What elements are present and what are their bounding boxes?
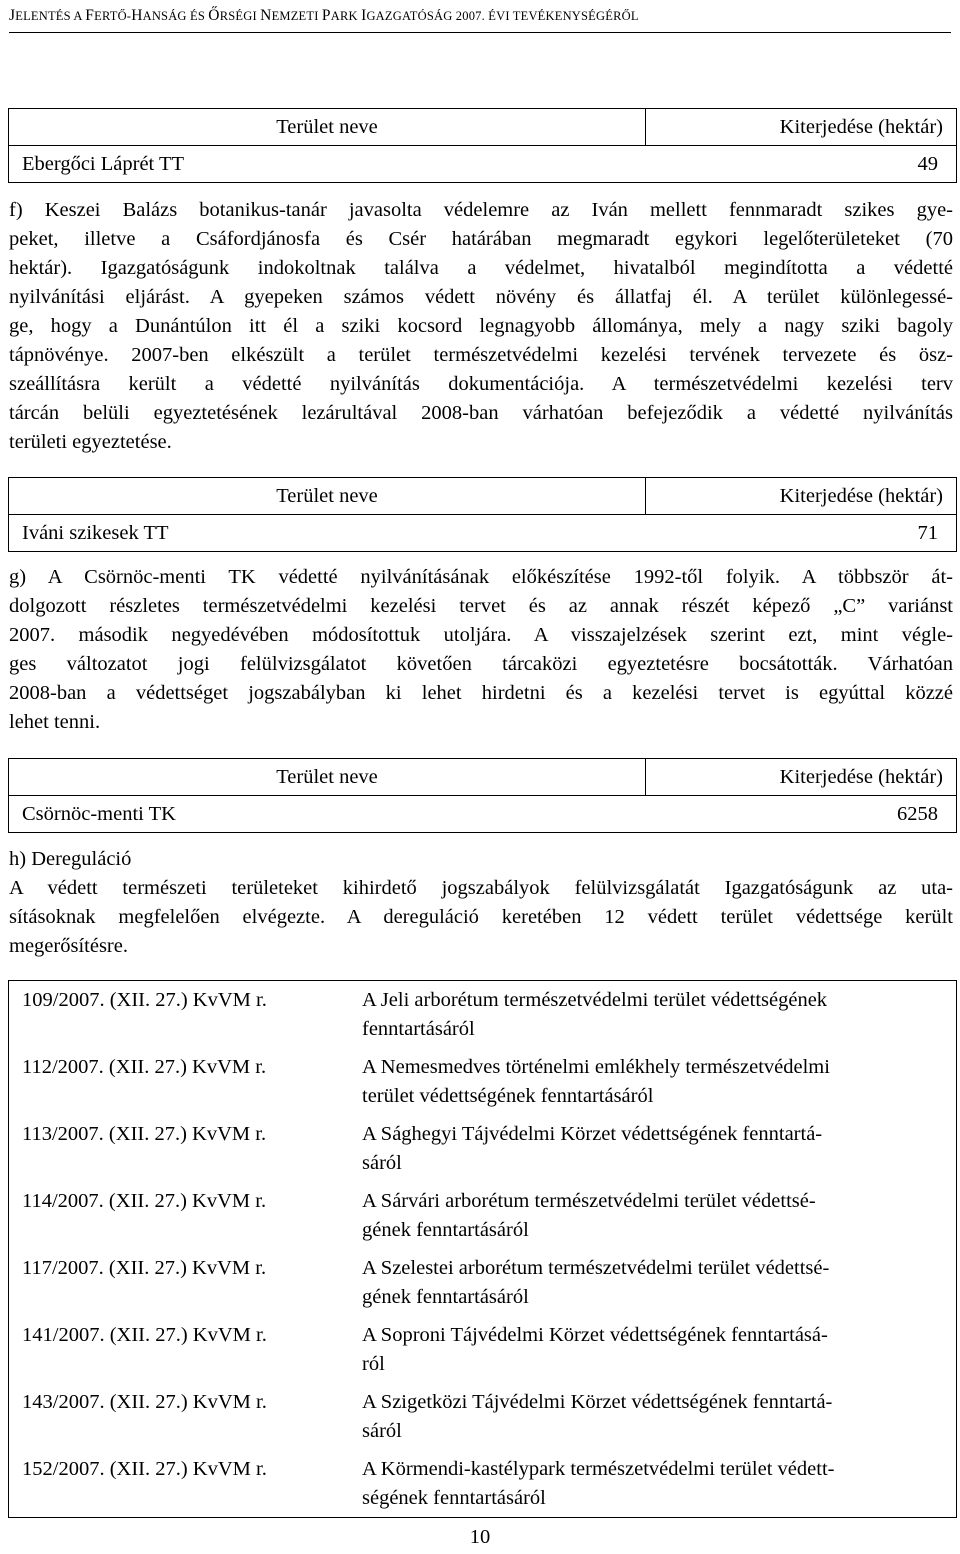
paragraph-line: tápnövénye. 2007-ben elkészült a terület természetvédelmi kezelési tervének tervezete és ösz- xyxy=(9,344,953,366)
decree-title-line: A Körmendi-kastélypark természetvédelmi terület védett- xyxy=(362,1458,835,1480)
paragraph-line: szeállításra került a védetté nyilvánítás dokumentációja. A természetvédelmi kezelési terv xyxy=(9,373,953,395)
decree-title xyxy=(362,1383,957,1450)
col-header-size: Kiterjedése (hektár) xyxy=(646,109,957,146)
decree-title-line: A Nemesmedves történelmi emlékhely természetvédelmi xyxy=(362,1056,830,1078)
page-number: 10 xyxy=(469,1526,491,1548)
paragraph-line: sításoknak megfelelően elvégezte. A dereguláció keretében 12 védett terület védettsége került xyxy=(9,906,953,928)
decree-number: 117/2007. (XII. 27.) KvVM r. xyxy=(22,1257,267,1279)
table-row xyxy=(9,1450,957,1518)
decree-title xyxy=(362,1115,957,1182)
area-table-ivani xyxy=(8,477,957,552)
paragraph-line: lehet tenni. xyxy=(9,711,101,733)
decree-title xyxy=(362,981,957,1049)
header-text: J xyxy=(9,7,16,24)
paragraph-line: ge, hogy a Dunántúlon itt él a sziki kocsord legnagyobb állománya, mely a nagy sziki bagoly xyxy=(9,315,953,337)
area-table-csornoc xyxy=(8,758,957,833)
paragraph-line: dolgozott részletes természetvédelmi kezelési tervet és az annak részét képező „C” variánst xyxy=(9,595,953,617)
table-row xyxy=(9,796,957,833)
decree-title xyxy=(362,1249,957,1316)
paragraph-line: f) Keszei Balázs botanikus-tanár javasolta védelemre az Iván mellett fennmaradt szikes gye- xyxy=(9,199,953,221)
header-text: ELENTÉS A xyxy=(15,9,86,23)
header-text: N xyxy=(260,7,272,24)
decree-title xyxy=(362,1316,957,1383)
decree-title-line: sáról xyxy=(362,1152,402,1174)
decree-title-line: gének fenntartásáról xyxy=(362,1286,529,1308)
decree-number: 109/2007. (XII. 27.) KvVM r. xyxy=(22,989,267,1011)
paragraph-line: nyilvánítási eljárást. A gyepeken számos védett növény és állatfaj él. A terület különlegessé- xyxy=(9,286,953,308)
decree-title-line: A Sárvári arborétum természetvédelmi terület védettsé- xyxy=(362,1190,816,1212)
paragraph-line: területi egyeztetése. xyxy=(9,431,172,453)
header-text: GAZGATÓSÁG 2007. ÉVI TEVÉKENYSÉGÉRŐL xyxy=(366,9,639,23)
header-text: ARK xyxy=(330,9,362,23)
decree-title-line: A Szelestei arborétum természetvédelmi terület védettsé- xyxy=(362,1257,830,1279)
area-size: 71 xyxy=(917,522,938,544)
col-header-size: Kiterjedése (hektár) xyxy=(646,759,957,796)
paragraph-line: g) A Csörnöc-menti TK védetté nyilvánításának előkészítése 1992-től folyik. A többször át- xyxy=(9,566,953,588)
paragraph-line: 2008-ban a védettséget jogszabályban ki lehet hirdetni és a kezelési tervet is egyúttal közzé xyxy=(9,682,953,704)
decree-title-line: fenntartásáról xyxy=(362,1018,475,1040)
decree-title-line: terület védettségének fenntartásáról xyxy=(362,1085,654,1107)
paragraph-line: hektár). Igazgatóságunk indokoltnak találva a védelmet, hivatalból megindította a védetté xyxy=(9,257,953,279)
table-row xyxy=(9,1316,957,1383)
table-row xyxy=(9,515,957,552)
header-text: EMZETI xyxy=(271,9,322,23)
table-row xyxy=(9,1383,957,1450)
decree-table xyxy=(8,980,957,1518)
decree-number: 152/2007. (XII. 27.) KvVM r. xyxy=(22,1458,267,1480)
paragraph-h xyxy=(9,845,953,961)
decree-title-line: ról xyxy=(362,1353,385,1375)
decree-title-line: A Szigetközi Tájvédelmi Körzet védettségének fenntartá- xyxy=(362,1391,833,1413)
decree-number: 141/2007. (XII. 27.) KvVM r. xyxy=(22,1324,267,1346)
table-row xyxy=(9,981,957,1049)
header-text: ANSÁG ÉS xyxy=(142,9,209,23)
header-text: I xyxy=(361,7,367,24)
decree-title-line: A Sághegyi Tájvédelmi Körzet védettségének fenntartá- xyxy=(362,1123,823,1145)
col-header-name: Terület neve xyxy=(9,109,646,146)
table-row xyxy=(9,1182,957,1249)
header-text: Ő xyxy=(208,7,220,24)
decree-title-line: sáról xyxy=(362,1420,402,1442)
decree-title xyxy=(362,1182,957,1249)
area-name: Csörnöc-menti TK xyxy=(22,803,176,825)
area-name: Ebergőci Láprét TT xyxy=(22,153,185,175)
header-text: RSÉGI xyxy=(219,9,261,23)
paragraph-line: ges változatot jogi felülvizsgálatot követően tárcaközi egyeztetésre bocsátották. Várhatóan xyxy=(9,653,953,675)
decree-number: 112/2007. (XII. 27.) KvVM r. xyxy=(22,1056,267,1078)
table-row xyxy=(9,146,957,183)
area-table-ebergoci xyxy=(8,108,957,183)
table-row xyxy=(9,1048,957,1115)
header-text: H xyxy=(131,7,143,24)
paragraph-g xyxy=(9,563,953,737)
decree-number: 114/2007. (XII. 27.) KvVM r. xyxy=(22,1190,267,1212)
col-header-size: Kiterjedése (hektár) xyxy=(646,478,957,515)
area-size: 49 xyxy=(917,153,938,175)
paragraph-line: megerősítésre. xyxy=(9,935,128,957)
header-text: ERTŐ- xyxy=(94,9,132,23)
paragraph-f xyxy=(9,196,953,457)
decree-title-line: ségének fenntartásáról xyxy=(362,1487,546,1509)
section-heading: h) Dereguláció xyxy=(9,848,132,870)
decree-title-line: A Soproni Tájvédelmi Körzet védettségének fenntartásá- xyxy=(362,1324,828,1346)
area-size: 6258 xyxy=(897,803,938,825)
running-header xyxy=(9,7,951,33)
col-header-name: Terület neve xyxy=(9,478,646,515)
decree-title-line: A Jeli arborétum természetvédelmi terület védettségének xyxy=(362,989,828,1011)
decree-number: 113/2007. (XII. 27.) KvVM r. xyxy=(22,1123,267,1145)
table-row xyxy=(9,1115,957,1182)
paragraph-line: 2007. második negyedévében módosítottuk utoljára. A visszajelzések szerint ezt, mint végle- xyxy=(9,624,953,646)
header-text: P xyxy=(321,7,331,24)
decree-title-line: gének fenntartásáról xyxy=(362,1219,529,1241)
header-text: F xyxy=(85,7,95,24)
area-name: Iváni szikesek TT xyxy=(22,522,169,544)
decree-number: 143/2007. (XII. 27.) KvVM r. xyxy=(22,1391,267,1413)
paragraph-line: tárcán belüli egyeztetésének lezárultával 2008-ban várhatóan befejeződik a védetté nyilvánítás xyxy=(9,402,953,424)
col-header-name: Terület neve xyxy=(9,759,646,796)
paragraph-line: A védett természeti területeket kihirdető jogszabályok felülvizsgálatát Igazgatóságunk az uta- xyxy=(9,877,953,899)
paragraph-line: peket, illetve a Csáfordjánosfa és Csér határában megmaradt egykori legelőterületeket (70 xyxy=(9,228,953,250)
table-row xyxy=(9,1249,957,1316)
decree-title xyxy=(362,1450,957,1518)
decree-title xyxy=(362,1048,957,1115)
